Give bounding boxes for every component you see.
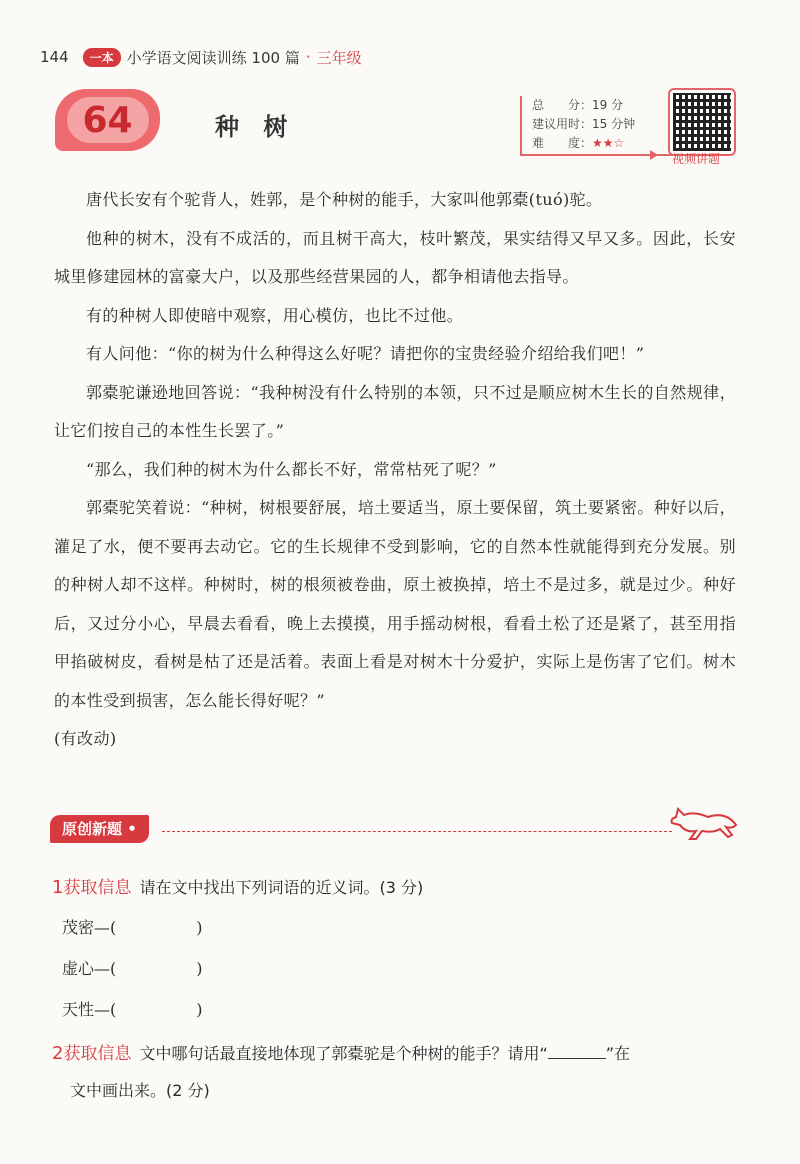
total-score-row: 总 分：19 分: [532, 98, 624, 112]
lesson-number-badge: [55, 89, 160, 151]
question-2-line2: 文中画出来。(2 分): [70, 1081, 210, 1100]
source-note: (有改动): [54, 729, 117, 748]
lesson-number: 64: [67, 97, 149, 143]
time-row: 建议用时：15 分钟: [532, 117, 636, 131]
paragraph: 郭橐驼谦逊地回答说：“我种树没有什么特别的本领，只不过是顺应树木生长的自然规律，让它们按自己的本性生长罢了。”: [54, 382, 736, 440]
reading-passage: [54, 181, 736, 759]
question-text: 请在文中找出下列词语的近义词。(3 分): [139, 878, 424, 897]
paragraph: 有人问他：“你的树为什么种得这么好呢？请把你的宝贵经验介绍给我们吧！”: [86, 344, 645, 363]
question-1: 1获取信息 请在文中找出下列词语的近义词。(3 分): [52, 877, 424, 898]
page-header: [40, 46, 362, 68]
lesson-info-box: [520, 96, 672, 156]
difficulty-row: 难 度：★★☆: [532, 136, 625, 150]
paragraph: 唐代长安有个驼背人，姓郭，是个种树的能手，大家叫他郭橐(tuó)驼。: [86, 190, 603, 209]
section-header: [50, 815, 730, 845]
paragraph: 郭橐驼笑着说：“种树，树根要舒展，培土要适当，原土要保留，筑土要紧密。种好以后，灌足了水，便不要再去动它。它的生长规律不受到影响，它的自然本性就能得到充分发展。别的种树人却不这样。种树时，树的根须被卷曲，原土被换掉，培土不是过多，就是过少。种好后，又过分小心，早晨去看看，晚上去摸摸，用手摇动树根，看看土松了还是紧了，甚至用指甲掐破树皮，看树是枯了还是活着。表面上看是对树木十分爱护，实际上是伤害了它们。树木的本性受到损害，怎么能长得好呢？”: [54, 498, 736, 710]
paragraph: 他种的树木，没有不成活的，而且树干高大，枝叶繁茂，果实结得又早又多。因此，长安城里修建园林的富豪大户，以及那些经营果园的人，都争相请他去指导。: [54, 228, 736, 286]
question-type: 获取信息: [63, 1044, 132, 1064]
page-number: 144: [40, 48, 69, 66]
synonym-item: 虚心—( ): [62, 959, 203, 978]
section-divider: [162, 831, 672, 832]
synonym-item: 天性—( ): [62, 1000, 203, 1019]
qr-code[interactable]: [668, 88, 736, 156]
section-label: 原创新题 •: [50, 815, 149, 843]
question-2: 2获取信息 文中哪句话最直接地体现了郭橐驼是个种树的能手？请用“ ”在: [52, 1043, 631, 1064]
book-title: 小学语文阅读训练 100 篇: [126, 48, 300, 67]
paragraph: 有的种树人即使暗中观察，用心模仿，也比不过他。: [86, 305, 464, 325]
difficulty-stars: ★★☆: [592, 136, 625, 150]
paragraph: “那么，我们种的树木为什么都长不好，常常枯死了呢？”: [86, 459, 497, 479]
underline-sample: [548, 1044, 606, 1059]
arrow-icon: [650, 150, 658, 160]
grade-label: 三年级: [316, 48, 362, 67]
separator: ·: [305, 48, 311, 66]
running-cat-icon: [668, 803, 740, 851]
qr-code-icon: [673, 93, 731, 151]
synonym-item: 茂密—( ): [62, 918, 203, 937]
video-label[interactable]: 视频讲题: [672, 152, 721, 166]
question-type: 获取信息: [63, 878, 132, 898]
cat-svg: [668, 803, 740, 843]
lesson-title: 种 树: [215, 113, 296, 141]
series-badge: 一本: [83, 48, 121, 67]
